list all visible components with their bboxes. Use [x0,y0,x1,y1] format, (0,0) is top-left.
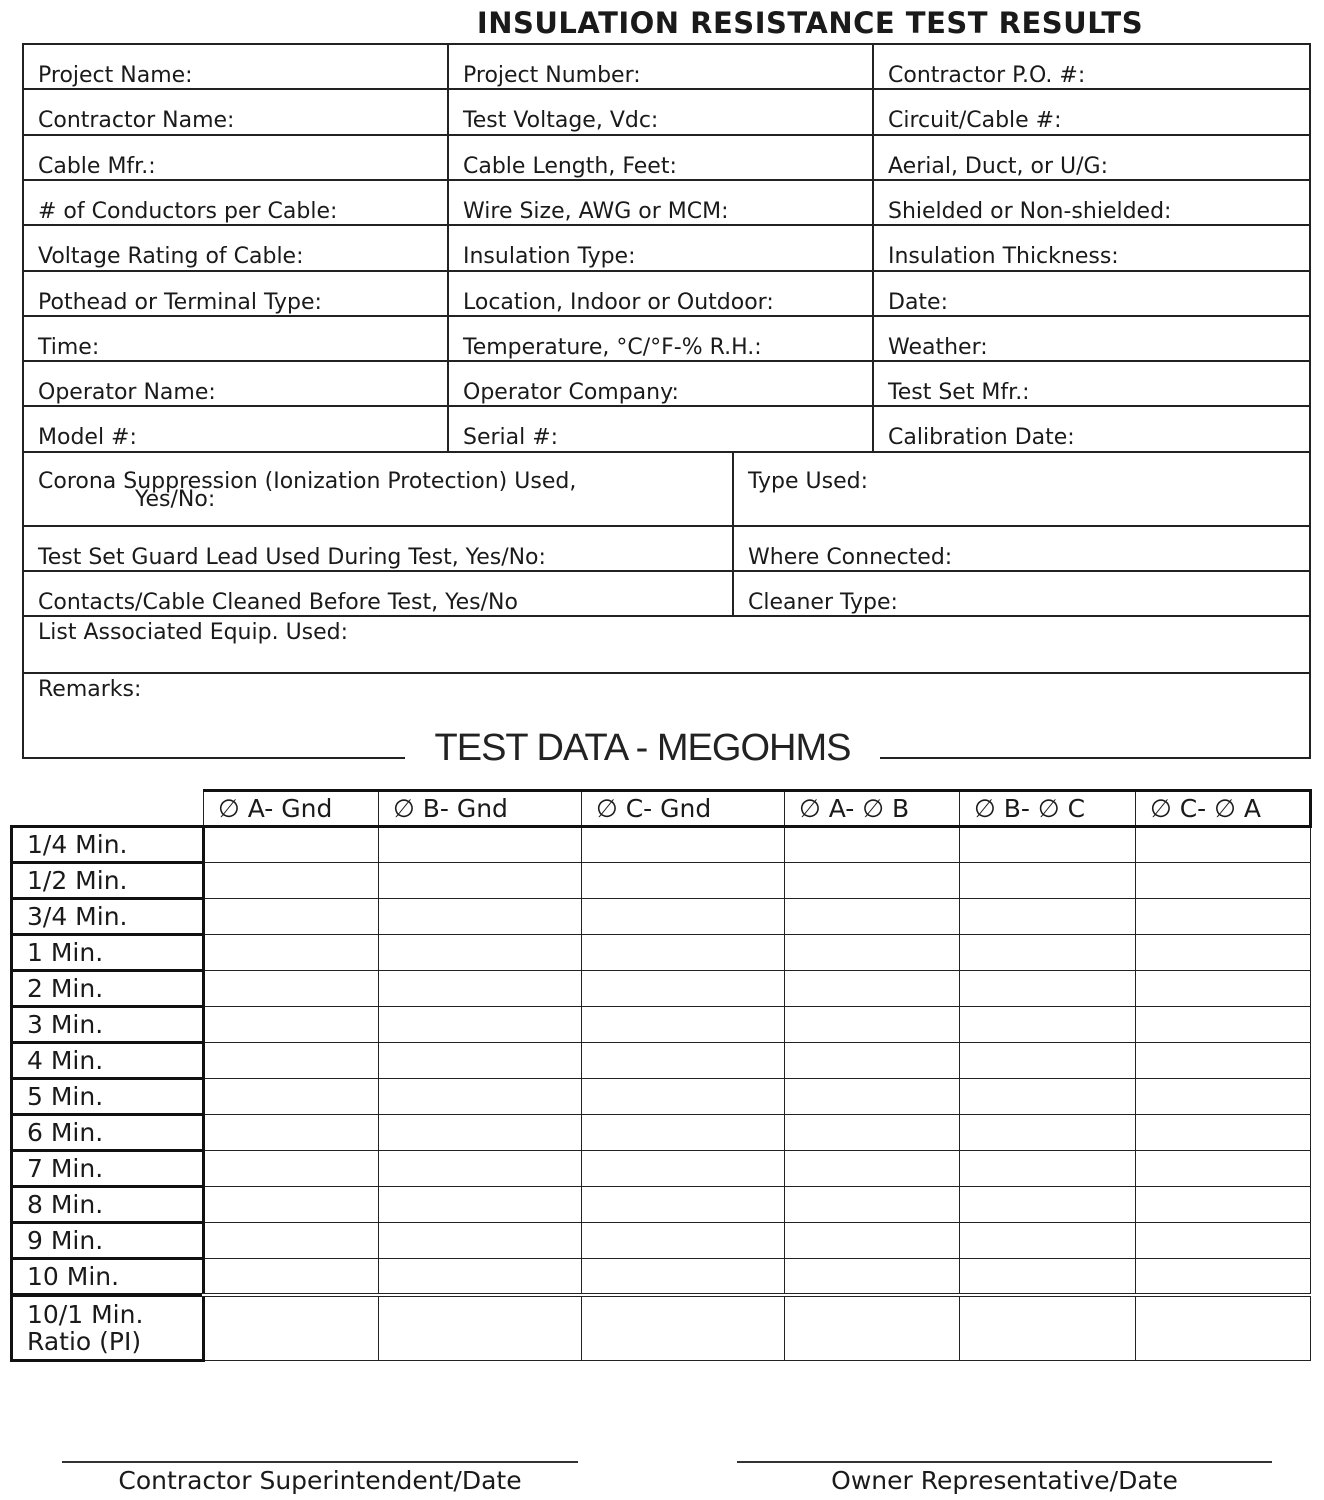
row-divider [22,179,1311,181]
megohm-entry-cell[interactable] [204,1007,379,1043]
megohm-entry-cell[interactable] [1136,1079,1311,1115]
megohm-entry-cell[interactable] [582,1151,785,1187]
megohm-entry-cell[interactable] [204,1043,379,1079]
field-label: Wire Size, AWG or MCM: [463,199,729,224]
pi-label-line1: 10/1 Min. [27,1299,144,1329]
megohm-entry-cell[interactable] [785,899,960,935]
row-header: 5 Min. [12,1079,204,1115]
table-row [12,1079,1311,1115]
megohm-entry-cell[interactable] [379,1187,582,1223]
pi-row [12,1295,1311,1361]
remarks-label: Remarks: [38,677,142,702]
pi-row-header [12,1295,204,1361]
table-row [12,935,1311,971]
field-label: Insulation Type: [463,244,636,269]
row-divider [22,405,1311,407]
megohm-entry-cell[interactable] [785,935,960,971]
megohm-entry-cell[interactable] [204,1259,379,1296]
field-label: Project Number: [463,63,641,88]
megohm-entry-cell[interactable] [785,863,960,899]
megohm-entry-cell[interactable] [204,971,379,1007]
row-header: 2 Min. [12,971,204,1007]
column-header: ∅ B- ∅ C [960,791,1136,827]
table-row [12,1151,1311,1187]
megohm-entry-cell[interactable] [785,1007,960,1043]
column-header: ∅ B- Gnd [379,791,582,827]
field-label: Test Set Mfr.: [888,380,1030,405]
column-header: ∅ A- Gnd [204,791,379,827]
field-label: Cable Length, Feet: [463,154,677,179]
field-label: Cable Mfr.: [38,154,156,179]
owner-signature-line [737,1461,1272,1463]
table-row [12,1187,1311,1223]
megohm-entry-cell[interactable] [1136,971,1311,1007]
row-header: 3/4 Min. [12,899,204,935]
pi-label-line2: Ratio (PI) [27,1327,142,1356]
megohm-entry-cell[interactable] [785,1115,960,1151]
field-label: Serial #: [463,425,559,450]
megohm-entry-cell[interactable] [204,1187,379,1223]
megohm-entry-cell[interactable] [1136,1187,1311,1223]
field-label: Contacts/Cable Cleaned Before Test, Yes/No [38,590,518,615]
row-divider [22,570,1311,572]
row-header: 1 Min. [12,935,204,971]
megohm-entry-cell[interactable] [582,1115,785,1151]
row-divider [22,224,1311,226]
megohm-entry-cell[interactable] [582,899,785,935]
megohm-entry-cell[interactable] [960,1259,1136,1296]
row-header: 1/2 Min. [12,863,204,899]
column-header: ∅ A- ∅ B [785,791,960,827]
megohm-entry-cell[interactable] [960,935,1136,971]
contractor-signature-line [62,1461,578,1463]
row-divider [22,615,1311,617]
row-divider [22,451,1311,453]
table-row [12,827,1311,863]
megohm-entry-cell[interactable] [204,935,379,971]
table-row [12,899,1311,935]
megohm-entry-cell[interactable] [582,1223,785,1259]
field-label: Time: [38,335,100,360]
field-label: Location, Indoor or Outdoor: [463,290,774,315]
row-header: 7 Min. [12,1151,204,1187]
megohm-entry-cell[interactable] [204,1223,379,1259]
field-label: Voltage Rating of Cable: [38,244,304,269]
column-divider [447,43,449,451]
field-label: Pothead or Terminal Type: [38,290,322,315]
megohm-entry-cell[interactable] [785,971,960,1007]
test-data-table [10,789,1312,1362]
row-header: 9 Min. [12,1223,204,1259]
megohm-entry-cell[interactable] [1136,1043,1311,1079]
row-header: 4 Min. [12,1043,204,1079]
megohm-entry-cell[interactable] [379,935,582,971]
pi-entry-cell[interactable] [785,1295,960,1361]
megohm-entry-cell[interactable] [785,1223,960,1259]
table-row [12,1115,1311,1151]
row-divider [22,134,1311,136]
pi-entry-cell[interactable] [582,1295,785,1361]
field-label: Yes/No: [135,487,216,512]
row-divider [22,270,1311,272]
megohm-entry-cell[interactable] [582,1043,785,1079]
megohm-entry-cell[interactable] [379,863,582,899]
form-title: INSULATION RESISTANCE TEST RESULTS [476,6,1144,40]
pi-entry-cell[interactable] [1136,1295,1311,1361]
megohm-entry-cell[interactable] [379,1259,582,1296]
field-label: Corona Suppression (Ionization Protection) Used, [38,469,577,494]
megohm-entry-cell[interactable] [379,827,582,863]
field-label: Project Name: [38,63,193,88]
row-divider [22,360,1311,362]
field-label: Model #: [38,425,137,450]
megohm-entry-cell[interactable] [379,1115,582,1151]
megohm-entry-cell[interactable] [582,1007,785,1043]
row-divider [22,315,1311,317]
megohm-entry-cell[interactable] [960,1007,1136,1043]
megohm-entry-cell[interactable] [1136,899,1311,935]
megohm-entry-cell[interactable] [960,863,1136,899]
field-label: Weather: [888,335,988,360]
megohm-entry-cell[interactable] [204,863,379,899]
megohm-entry-cell[interactable] [785,1043,960,1079]
megohm-entry-cell[interactable] [1136,1151,1311,1187]
field-label: Operator Company: [463,380,679,405]
field-label: # of Conductors per Cable: [38,199,338,224]
megohm-entry-cell[interactable] [1136,1007,1311,1043]
field-label: Where Connected: [748,545,953,570]
owner-signature-label: Owner Representative/Date [831,1466,1178,1495]
row-header: 1/4 Min. [12,827,204,863]
megohm-entry-cell[interactable] [582,1259,785,1296]
megohm-entry-cell[interactable] [379,1151,582,1187]
megohm-entry-cell[interactable] [1136,1259,1311,1296]
field-label: Test Voltage, Vdc: [463,108,659,133]
megohm-entry-cell[interactable] [379,1043,582,1079]
field-label: Circuit/Cable #: [888,108,1062,133]
megohm-entry-cell[interactable] [1136,827,1311,863]
table-row [12,863,1311,899]
contractor-signature-label: Contractor Superintendent/Date [118,1466,522,1495]
megohm-entry-cell[interactable] [582,971,785,1007]
field-label: Date: [888,290,948,315]
megohm-entry-cell[interactable] [379,1079,582,1115]
table-row [12,1043,1311,1079]
table-row [12,1259,1311,1296]
table-row [12,1007,1311,1043]
column-divider [732,451,734,615]
table-row [12,1223,1311,1259]
field-label: Operator Name: [38,380,216,405]
megohm-entry-cell[interactable] [785,1259,960,1296]
column-header: ∅ C- ∅ A [1136,791,1311,827]
megohm-entry-cell[interactable] [582,1079,785,1115]
row-header: 10 Min. [12,1259,204,1296]
field-label: Cleaner Type: [748,590,898,615]
field-label: Calibration Date: [888,425,1075,450]
megohm-entry-cell[interactable] [960,1187,1136,1223]
megohm-entry-cell[interactable] [1136,1223,1311,1259]
field-label: Temperature, °C/°F-% R.H.: [463,335,762,360]
megohm-entry-cell[interactable] [379,899,582,935]
field-label: Contractor Name: [38,108,235,133]
megohm-entry-cell[interactable] [785,1187,960,1223]
field-label: Shielded or Non-shielded: [888,199,1172,224]
megohm-entry-cell[interactable] [582,863,785,899]
megohm-entry-cell[interactable] [960,827,1136,863]
megohm-entry-cell[interactable] [785,1151,960,1187]
row-header: 3 Min. [12,1007,204,1043]
pi-entry-cell[interactable] [960,1295,1136,1361]
megohm-entry-cell[interactable] [960,1151,1136,1187]
row-header: 6 Min. [12,1115,204,1151]
megohm-entry-cell[interactable] [960,1079,1136,1115]
table-row [12,971,1311,1007]
associated-equipment-label: List Associated Equip. Used: [38,620,349,645]
megohm-entry-cell[interactable] [1136,935,1311,971]
row-divider [22,525,1311,527]
megohm-entry-cell[interactable] [582,1187,785,1223]
megohm-entry-cell[interactable] [204,1115,379,1151]
column-divider [872,43,874,451]
field-label: Insulation Thickness: [888,244,1119,269]
field-label: Contractor P.O. #: [888,63,1086,88]
megohm-entry-cell[interactable] [204,1151,379,1187]
megohm-entry-cell[interactable] [379,1223,582,1259]
column-header: ∅ C- Gnd [582,791,785,827]
megohm-entry-cell[interactable] [785,827,960,863]
megohm-entry-cell[interactable] [379,1007,582,1043]
pi-entry-cell[interactable] [204,1295,379,1361]
megohm-entry-cell[interactable] [960,1115,1136,1151]
megohm-entry-cell[interactable] [379,971,582,1007]
field-label: Type Used: [748,469,869,494]
megohm-entry-cell[interactable] [960,971,1136,1007]
pi-entry-cell[interactable] [379,1295,582,1361]
megohm-entry-cell[interactable] [1136,863,1311,899]
megohm-entry-cell[interactable] [204,899,379,935]
megohm-entry-cell[interactable] [204,1079,379,1115]
megohm-entry-cell[interactable] [960,1223,1136,1259]
test-data-title: TEST DATA - MEGOHMS [405,724,880,772]
megohm-entry-cell[interactable] [785,1079,960,1115]
megohm-entry-cell[interactable] [960,899,1136,935]
table-corner [12,791,204,827]
megohm-entry-cell[interactable] [582,827,785,863]
row-header: 8 Min. [12,1187,204,1223]
megohm-entry-cell[interactable] [960,1043,1136,1079]
row-divider [22,88,1311,90]
field-label: Aerial, Duct, or U/G: [888,154,1108,179]
megohm-entry-cell[interactable] [204,827,379,863]
megohm-entry-cell[interactable] [582,935,785,971]
megohm-entry-cell[interactable] [1136,1115,1311,1151]
field-label: Test Set Guard Lead Used During Test, Yes/No: [38,545,546,570]
row-divider [22,672,1311,674]
